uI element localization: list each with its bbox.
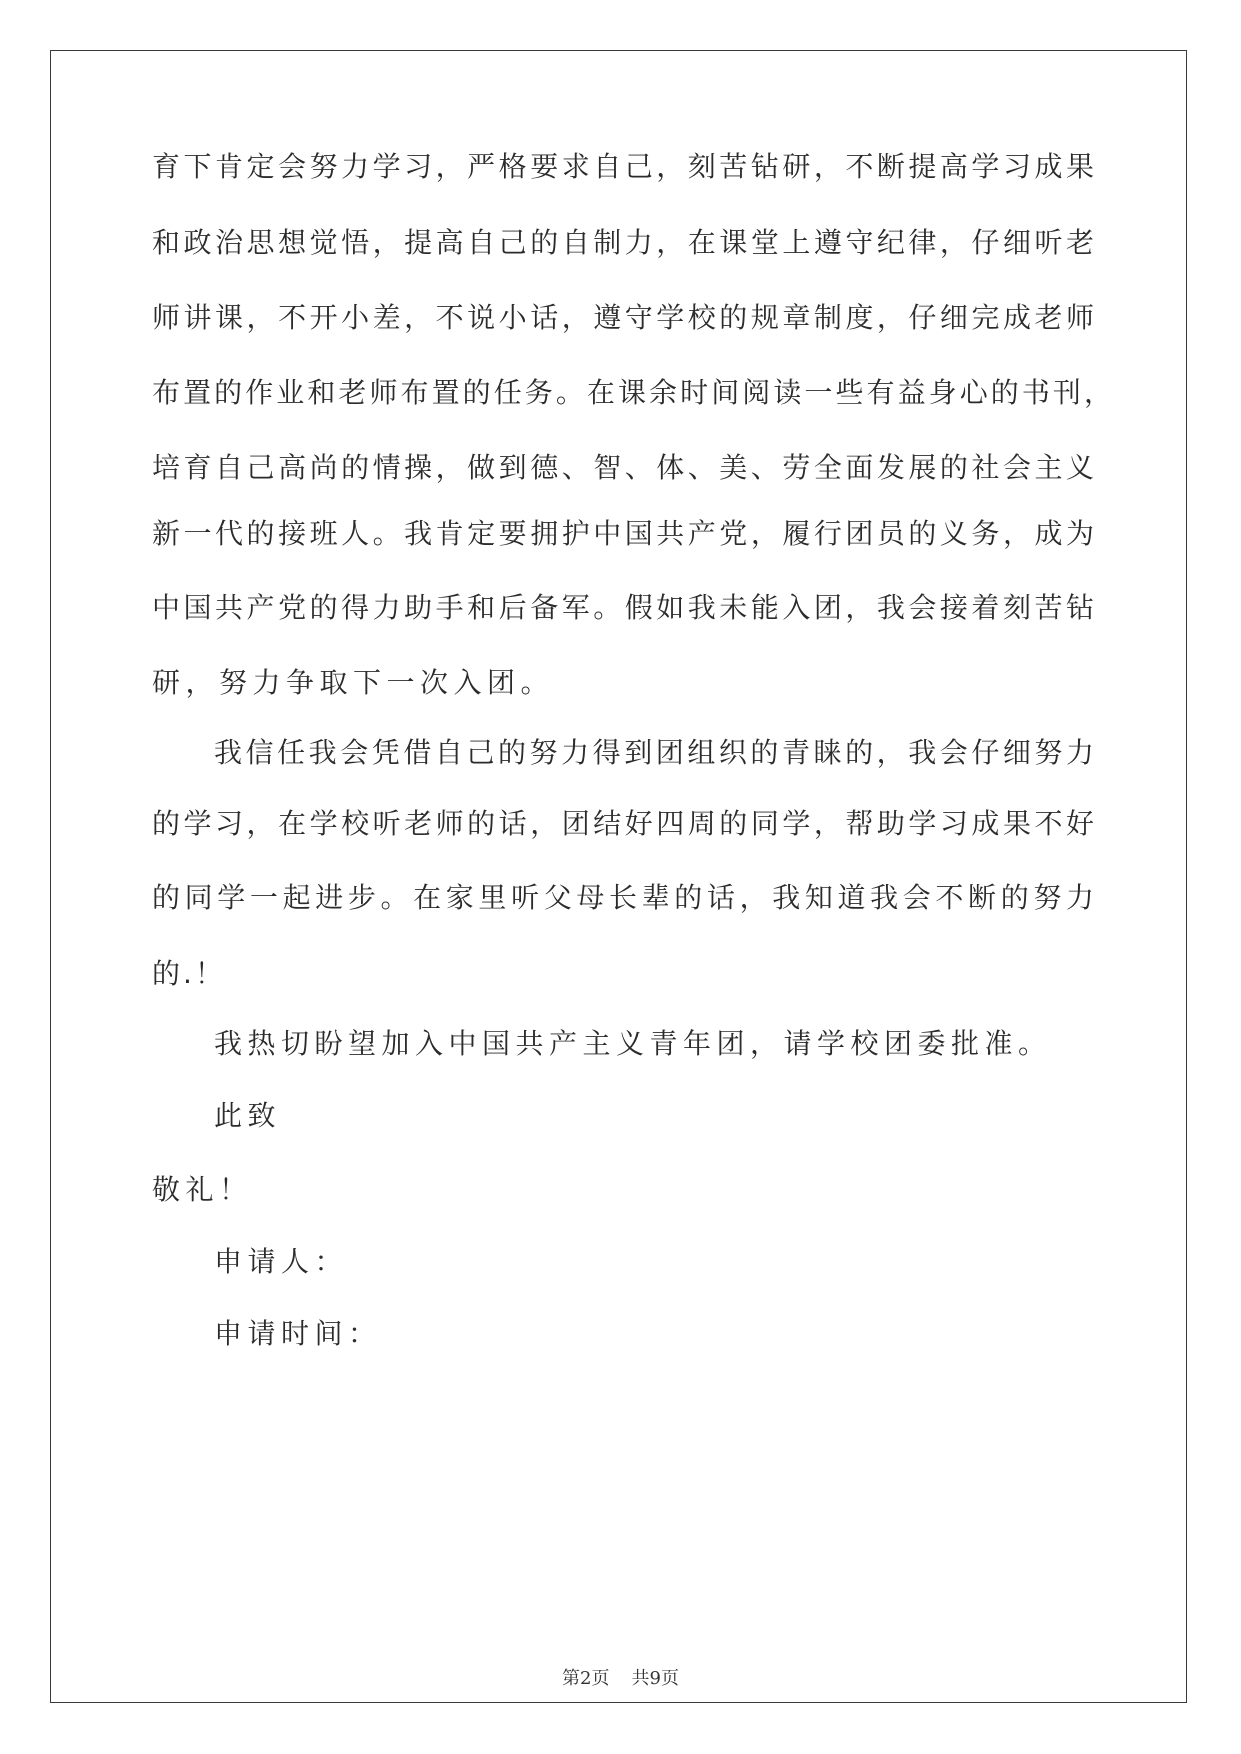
body-line: 新一代的接班人。我肯定要拥护中国共产党，履行团员的义务，成为 <box>152 517 1094 550</box>
body-line: 布置的作业和老师布置的任务。在课余时间阅读一些有益身心的书刊， <box>152 376 1112 409</box>
body-line: 中国共产党的得力助手和后备军。假如我未能入团，我会接着刻苦钻 <box>152 591 1094 624</box>
body-line: 的学习，在学校听老师的话，团结好四周的同学，帮助学习成果不好 <box>152 807 1094 840</box>
closing-salutation: 此致 <box>214 1099 282 1132</box>
paragraph-first-line: 我信任我会凭借自己的努力得到团组织的青睐的，我会仔细努力 <box>214 736 1094 769</box>
body-line: 研，努力争取下一次入团。 <box>152 666 555 699</box>
body-line: 和政治思想觉悟，提高自己的自制力，在课堂上遵守纪律，仔细听老 <box>152 226 1094 259</box>
application-date-label: 申请时间： <box>214 1317 382 1350</box>
page-border <box>50 50 1187 1703</box>
closing-regards: 敬礼！ <box>152 1173 253 1206</box>
page-number: 第2页 <box>562 1668 610 1689</box>
page-total: 共9页 <box>631 1668 679 1689</box>
body-line: 育下肯定会努力学习，严格要求自己，刻苦钻研，不断提高学习成果 <box>152 150 1094 183</box>
paragraph-first-line: 我热切盼望加入中国共产主义青年团，请学校团委批准。 <box>214 1027 1052 1060</box>
body-line: 师讲课，不开小差，不说小话，遵守学校的规章制度，仔细完成老师 <box>152 301 1094 334</box>
body-line: 培育自己高尚的情操，做到德、智、体、美、劳全面发展的社会主义 <box>152 451 1094 484</box>
body-line: 的同学一起进步。在家里听父母长辈的话，我知道我会不断的努力 <box>152 881 1094 914</box>
body-line: 的.！ <box>152 957 226 990</box>
applicant-label: 申请人： <box>214 1245 349 1278</box>
page-footer <box>0 1668 1241 1690</box>
